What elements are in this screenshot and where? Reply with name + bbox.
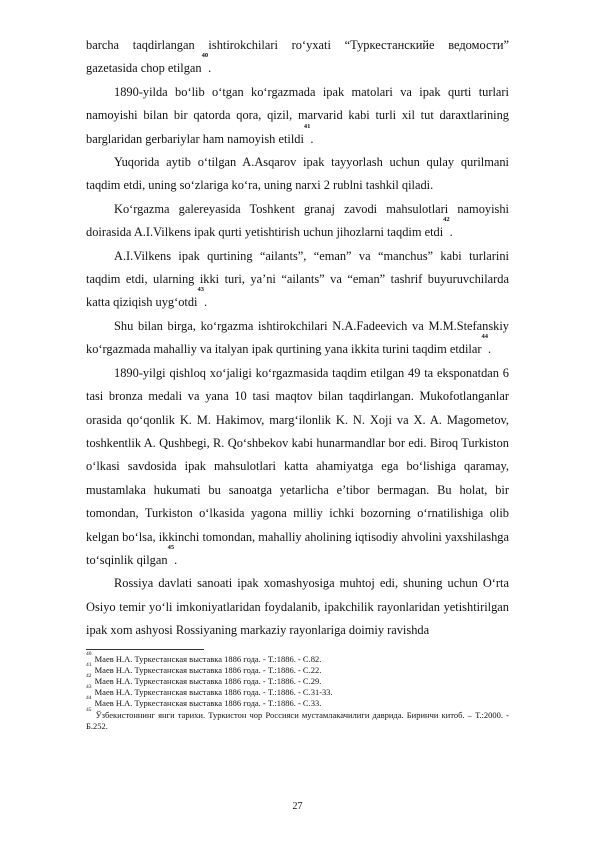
footnote-number: 45 <box>86 706 92 713</box>
footnote-number: 42 <box>86 672 92 679</box>
footnote-ref[interactable]: 41 <box>303 122 311 130</box>
paragraph: 1890-yilgi qishloq xo‘jaligi ko‘rgazmasida taqdim etilgan 49 ta eksponatdan 6 tasi bronza medali va yana 10 tasi maqtov bilan taqdirlangan. Mukofotlanganlar orasida qo‘qonlik K. M. Hakimov, marg‘ilonlik K. N. Xoji va X. A. Magometov, toshkentlik A. Qushbegi, R. Qo‘shbekov kabi hunarmandlar bor edi. Biroq Turkiston o‘lkasi savdosida ipak mahsulotlari katta ahamiyatga ega bo‘lishiga qaramay, mustamlaka hukumati bu sanoatga yetarlicha e’tibor bermagan. Bu holat, bir tomondan, Turkiston o‘lkasida yagona milliy ichki bozorning o‘rnatilishiga olib kelgan bo‘lsa, ikkinchi tomondan, mahalliy aholining iqtisodiy ahvolini yaxshilashga to‘sqinlik qilgan$^{45}$. <box>86 365 509 567</box>
paragraph: Shu bilan birga, ko‘rgazma ishtirokchilari N.A.Fadeevich va M.M.Stefanskiy ko‘rgazmada mahalliy va italyan ipak qurtining yana ikkita turini taqdim etdilar$^{44}$. <box>86 318 509 357</box>
footnote: $^{43}$ Маев Н.А. Туркестанская выставка 1886 года. - Т.:1886. - С.31-33. <box>86 684 333 698</box>
paragraph: 1890-yilda bo‘lib o‘tgan ko‘rgazmada ipak matolari va ipak qurti turlari namoyishi bilan bir qatorda qora, qizil, marvarid kabi turli xil tut daraxtlarining barglaridan gerbariylar ham namoyish etildi$^{41}$. <box>86 84 509 146</box>
paragraph: A.I.Vilkens ipak qurtining “ailants”, “eman” va “manchus” kabi turlarini taqdim etdi, ularning ikki turi, ya’ni “ailants” va “eman” tashrif buyuruvchilarda katta qiziqish uyg‘otdi$^{43}$. <box>86 248 509 310</box>
footnote-divider <box>86 649 204 650</box>
footnote-ref[interactable]: 45 <box>167 543 175 551</box>
footnote-number: 40 <box>86 650 92 657</box>
document-page <box>86 34 509 732</box>
footnote: $^{41}$ Маев Н.А. Туркестанская выставка 1886 года. - Т.:1886. - С.22. <box>86 661 322 675</box>
footnote: $^{42}$ Маев Н.А. Туркестанская выставка 1886 года. - Т.:1886. - С.29. <box>86 672 322 686</box>
page-number: 27 <box>292 801 303 812</box>
footnote-number: 44 <box>86 695 92 702</box>
paragraph: barcha taqdirlangan ishtirokchilari ro‘yxati “Туркестанскийе ведомости” gazetasida chop etilgan$^{40}$. <box>86 38 509 76</box>
footnote-ref[interactable]: 40 <box>201 52 209 60</box>
footnote: $^{44}$ Маев Н.А. Туркестанская выставка 1886 года. - Т.:1886. - С.33. <box>86 695 322 709</box>
footnote-ref[interactable]: 44 <box>481 333 488 341</box>
paragraph: Ko‘rgazma galereyasida Toshkent granaj zavodi mahsulotlari namoyishi doirasida A.I.Vilkens ipak qurti yetishtirish uchun jihozlarni taqdim etdi$^{42}$. <box>86 201 509 240</box>
footnote-ref[interactable]: 43 <box>197 286 204 294</box>
footnote: $^{45}$ Ўзбекистоннинг янги тарихи. Туркистон чор Россияси мустамлакачилиги даврида. Биринчи китоб. – Т.:2000. - Б.252. <box>86 706 509 731</box>
footnote-number: 41 <box>86 661 92 668</box>
footnote-ref[interactable]: 42 <box>443 216 450 224</box>
paragraph: Yuqorida aytib o‘tilgan A.Asqarov ipak tayyorlash uchun qulay qurilmani taqdim etdi, uning so‘zlariga ko‘ra, uning narxi 2 rublni tashkil qiladi. <box>86 155 509 193</box>
footnote-number: 43 <box>86 684 92 691</box>
footnote: $^{40}$ Маев Н.А. Туркестанская выставка 1886 года. - Т.:1886. - С.82. <box>86 650 322 664</box>
paragraph: Rossiya davlati sanoati ipak xomashyosiga muhtoj edi, shuning uchun O‘rta Osiyo temir yo‘li imkoniyatlaridan foydalanib, ipakchilik rayonlaridan yetishtirilgan ipak xom ashyosi Rossiyaning markaziy rayonlariga doimiy ravishda <box>86 576 509 638</box>
